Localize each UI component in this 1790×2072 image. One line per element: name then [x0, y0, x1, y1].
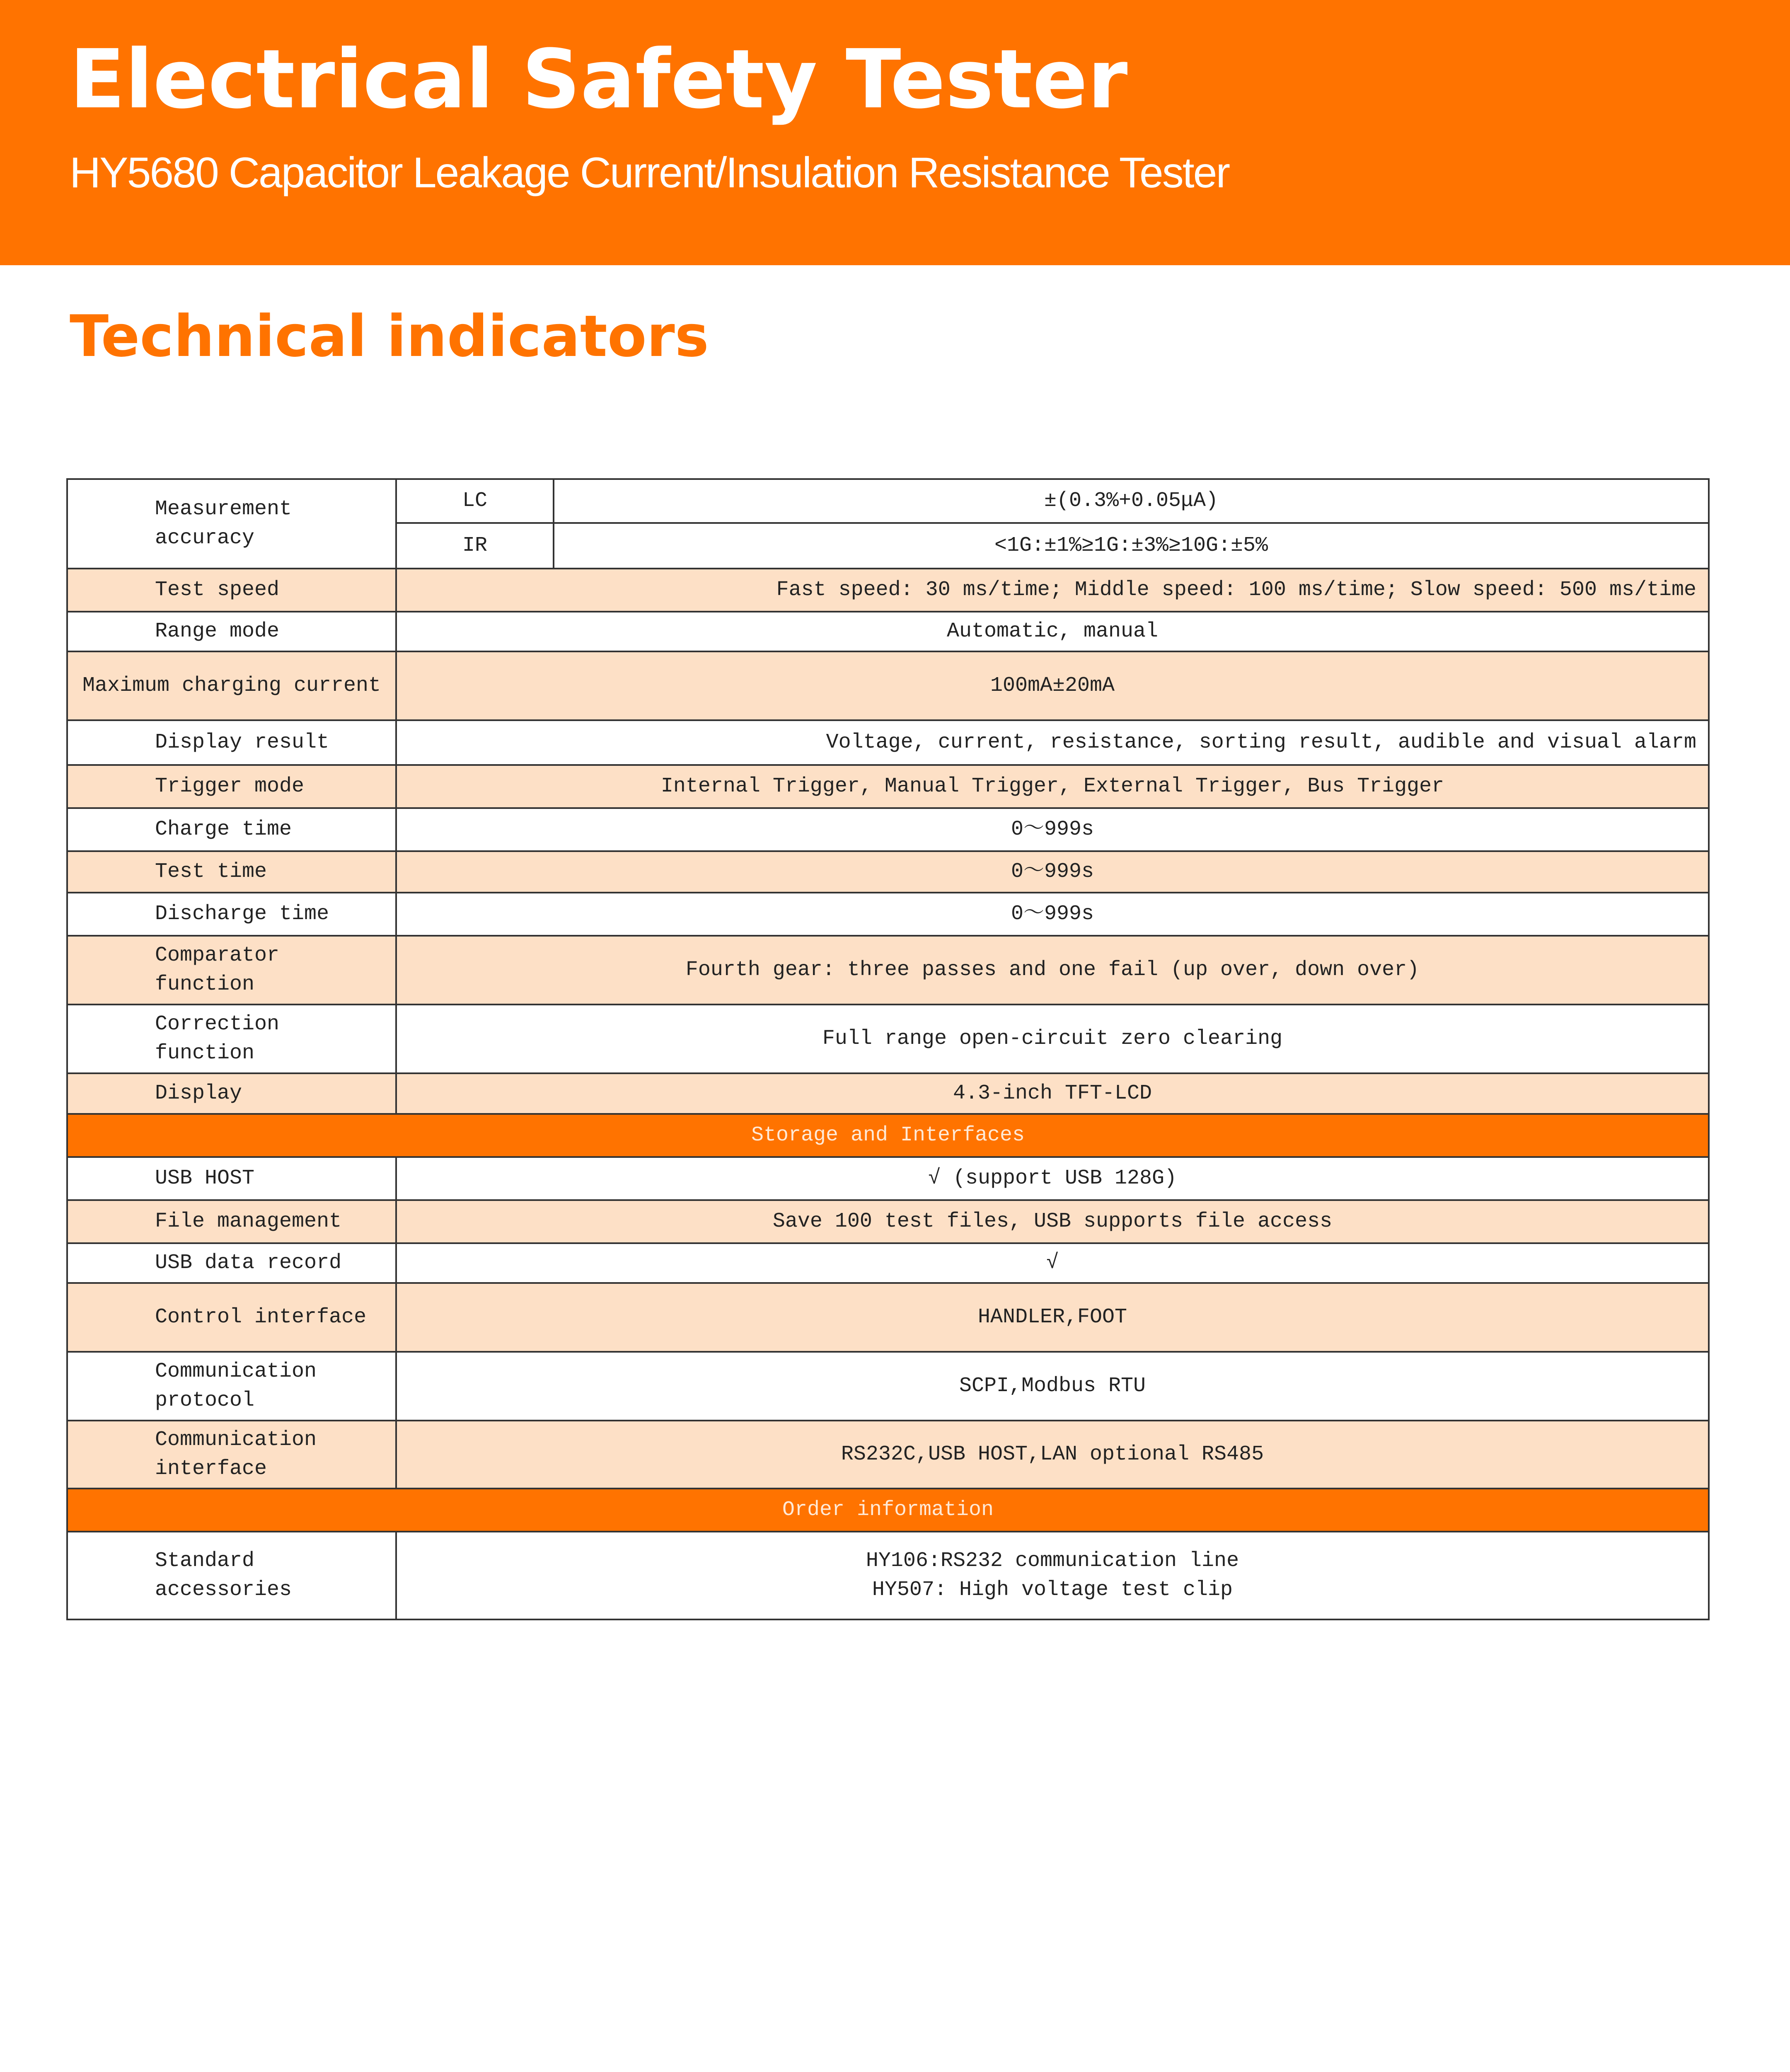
- table-row: [67, 1352, 1709, 1421]
- row-label: Display result: [67, 720, 396, 765]
- header-banner: [0, 0, 1790, 265]
- page-title: Electrical Safety Tester: [70, 32, 1128, 127]
- table-row: [67, 936, 1709, 1005]
- row-value: 0～999s: [396, 893, 1709, 936]
- row-label: Control interface: [67, 1283, 396, 1352]
- row-label: Test time: [67, 851, 396, 893]
- table-row: [67, 1157, 1709, 1200]
- row-label: USB HOST: [67, 1157, 396, 1200]
- section-heading: Technical indicators: [70, 303, 709, 370]
- table-row: [67, 1243, 1709, 1283]
- table-row: [67, 720, 1709, 765]
- table-row: [67, 479, 1709, 523]
- sub-label-ir: IR: [396, 523, 554, 569]
- row-value: Fourth gear: three passes and one fail (up over, down over): [396, 936, 1709, 1005]
- row-label: Test speed: [67, 569, 396, 612]
- row-value: √ (support USB 128G): [396, 1157, 1709, 1200]
- row-value: Voltage, current, resistance, sorting result, audible and visual alarm: [396, 720, 1709, 765]
- row-value: SCPI,Modbus RTU: [396, 1352, 1709, 1421]
- row-label: Charge time: [67, 808, 396, 851]
- table-row: [67, 851, 1709, 893]
- table-row: [67, 1421, 1709, 1489]
- row-value: ±(0.3%+0.05μA): [554, 479, 1709, 523]
- row-value: Automatic, manual: [396, 612, 1709, 651]
- row-value: 0～999s: [396, 851, 1709, 893]
- section-label: Storage and Interfaces: [67, 1114, 1709, 1157]
- section-row-order: [67, 1489, 1709, 1532]
- row-label: Communication interface: [67, 1421, 396, 1489]
- row-label: Standard accessories: [67, 1532, 396, 1619]
- row-value: Fast speed: 30 ms/time; Middle speed: 100 ms/time; Slow speed: 500 ms/time: [396, 569, 1709, 612]
- row-value: 100mA±20mA: [396, 651, 1709, 720]
- row-value: Save 100 test files, USB supports file access: [396, 1200, 1709, 1243]
- section-label: Order information: [67, 1489, 1709, 1532]
- row-label: File management: [67, 1200, 396, 1243]
- table-row: [67, 1073, 1709, 1114]
- table-row: [67, 765, 1709, 808]
- row-label: Comparator function: [67, 936, 396, 1005]
- table-row: [67, 612, 1709, 651]
- row-label: Discharge time: [67, 893, 396, 936]
- table-row: [67, 569, 1709, 612]
- table-row: [67, 1532, 1709, 1619]
- table-row: [67, 1283, 1709, 1352]
- row-label: USB data record: [67, 1243, 396, 1283]
- section-row-storage: [67, 1114, 1709, 1157]
- row-label: Trigger mode: [67, 765, 396, 808]
- row-value: <1G:±1%≥1G:±3%≥10G:±5%: [554, 523, 1709, 569]
- table-row: [67, 651, 1709, 720]
- row-value: Full range open-circuit zero clearing: [396, 1005, 1709, 1073]
- sub-label-lc: LC: [396, 479, 554, 523]
- row-label: Range mode: [67, 612, 396, 651]
- row-label: Maximum charging current: [67, 651, 396, 720]
- row-label: Measurement accuracy: [67, 479, 396, 569]
- table-row: [67, 808, 1709, 851]
- row-value: HANDLER,FOOT: [396, 1283, 1709, 1352]
- row-value: Internal Trigger, Manual Trigger, External Trigger, Bus Trigger: [396, 765, 1709, 808]
- row-label: Display: [67, 1073, 396, 1114]
- product-subtitle: HY5680 Capacitor Leakage Current/Insulation Resistance Tester: [70, 149, 1229, 197]
- row-label: Communication protocol: [67, 1352, 396, 1421]
- table-row: [67, 1200, 1709, 1243]
- accessory-item: HY106:RS232 communication line: [866, 1549, 1239, 1573]
- row-label: Correction function: [67, 1005, 396, 1073]
- row-value: RS232C,USB HOST,LAN optional RS485: [396, 1421, 1709, 1489]
- spec-table: [66, 478, 1710, 1620]
- row-value: [396, 1532, 1709, 1619]
- accessory-item: HY507: High voltage test clip: [872, 1578, 1233, 1602]
- table-row: [67, 1005, 1709, 1073]
- row-value: √: [396, 1243, 1709, 1283]
- row-value: 4.3-inch TFT-LCD: [396, 1073, 1709, 1114]
- table-row: [67, 893, 1709, 936]
- row-value: 0～999s: [396, 808, 1709, 851]
